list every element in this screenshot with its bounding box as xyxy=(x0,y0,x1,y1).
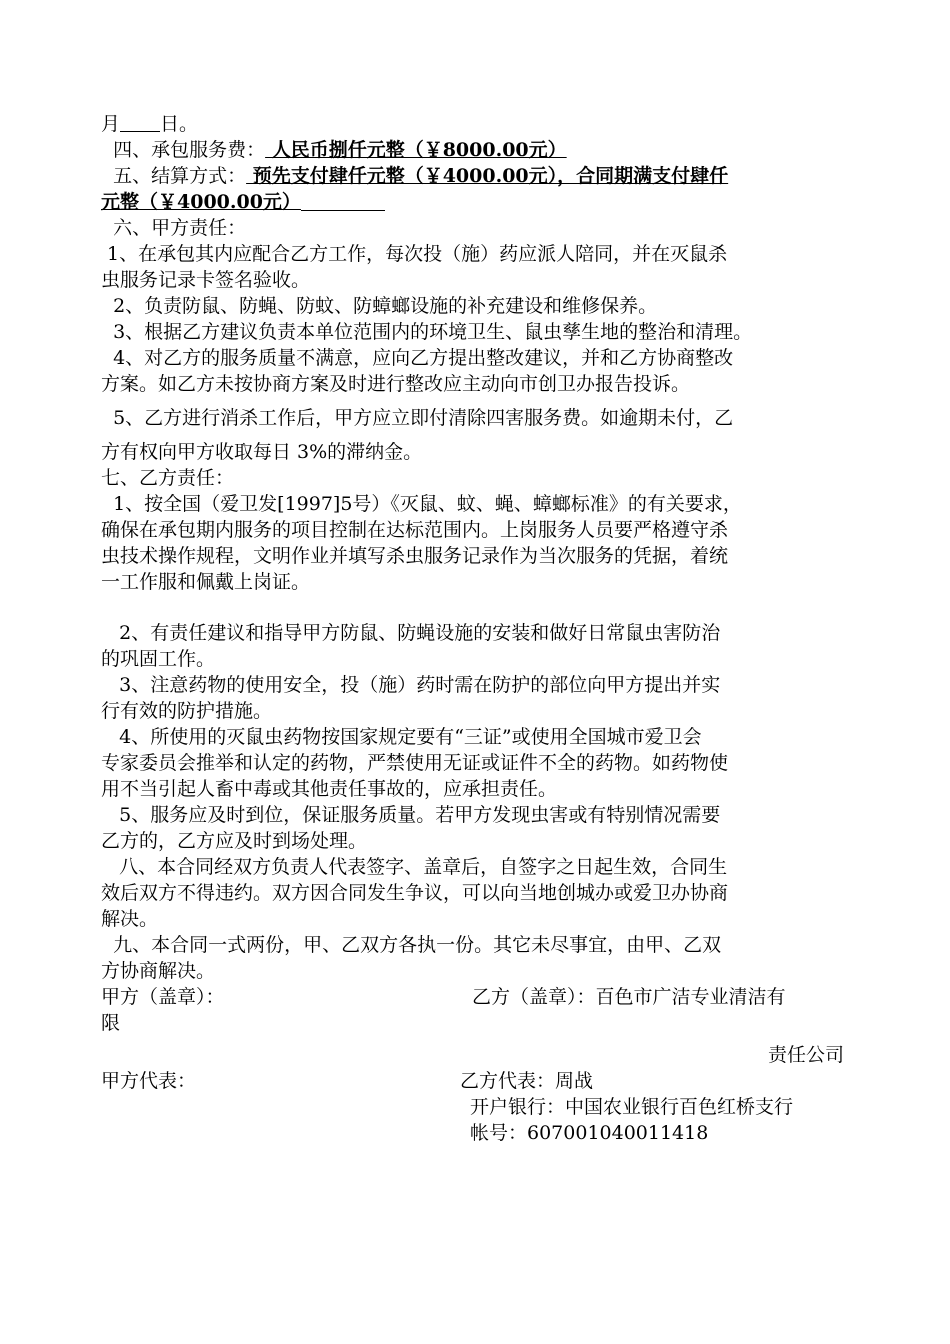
party-a-item-1-cont: 虫服务记录卡签名验收。 xyxy=(101,269,311,291)
settlement-line xyxy=(101,163,728,189)
party-b-duties-heading: 七、乙方责任： xyxy=(101,467,235,489)
party-a-item-1: 1、在承包其内应配合乙方工作，每次投（施）药应派人陪同，并在灭鼠杀 xyxy=(101,243,728,265)
settlement-value: 预先支付肆仟元整（￥4000.00元），合同期满支付肆仟 xyxy=(246,165,729,187)
underline-tail xyxy=(301,192,385,211)
party-a-seal-label: 甲方（盖章）： xyxy=(101,986,225,1008)
party-b-company-suffix: 责任公司 xyxy=(768,1044,845,1066)
settlement-label: 五、结算方式： xyxy=(101,165,247,187)
party-b-item-2: 2、有责任建议和指导甲方防鼠、防蝇设施的安装和做好日常鼠虫害防治 xyxy=(101,622,721,644)
party-b-item-2-cont: 的巩固工作。 xyxy=(101,648,216,670)
party-b-item-4: 4、所使用的灭鼠虫药物按国家规定要有“三证”或使用全国城市爱卫会 xyxy=(101,726,702,748)
account-number: 帐号：607001040011418 xyxy=(470,1122,709,1144)
party-a-item-5: 5、乙方进行消杀工作后，甲方应立即付清除四害服务费。如逾期未付，乙 xyxy=(101,407,734,429)
date-line xyxy=(101,111,198,137)
service-fee-line xyxy=(101,137,567,163)
clause-8-cont-b: 解决。 xyxy=(101,908,159,930)
party-b-item-5: 5、服务应及时到位，保证服务质量。若甲方发现虫害或有特别情况需要 xyxy=(101,804,721,826)
party-b-item-1: 1、按全国（爱卫发[1997]5号）《灭鼠、蚊、蝇、蟑螂标准》的有关要求， xyxy=(101,493,742,515)
party-a-item-3: 3、根据乙方建议负责本单位范围内的环境卫生、鼠虫孳生地的整治和清理。 xyxy=(101,321,753,343)
party-a-representative: 甲方代表： xyxy=(101,1070,197,1092)
clause-9-cont: 方协商解决。 xyxy=(101,960,216,982)
day-text: 日。 xyxy=(160,113,199,135)
party-a-item-4-cont: 方案。如乙方未按协商方案及时进行整改应主动向市创卫办报告投诉。 xyxy=(101,373,691,395)
party-b-item-4-cont-b: 用不当引起人畜中毒或其他责任事故的，应承担责任。 xyxy=(101,778,558,800)
bank-name: 开户银行：中国农业银行百色红桥支行 xyxy=(470,1096,794,1118)
party-b-seal-label: 乙方（盖章）：百色市广洁专业清洁有 xyxy=(472,986,786,1008)
party-b-representative: 乙方代表：周战 xyxy=(460,1070,594,1092)
clause-9: 九、本合同一式两份，甲、乙双方各执一份。其它未尽事宜，由甲、乙双 xyxy=(101,934,722,956)
service-fee-label: 四、承包服务费： xyxy=(101,139,266,161)
service-fee-value: 人民币捌仟元整（￥8000.00元） xyxy=(265,139,567,161)
month-text: 月 xyxy=(101,113,121,135)
party-b-item-1-cont-a: 确保在承包期内服务的项目控制在达标范围内。上岗服务人员要严格遵守杀 xyxy=(101,519,729,541)
clause-8: 八、本合同经双方负责人代表签字、盖章后，自签字之日起生效，合同生 xyxy=(101,856,728,878)
party-a-item-4: 4、对乙方的服务质量不满意，应向乙方提出整改建议，并和乙方协商整改 xyxy=(101,347,734,369)
party-b-seal-wrap: 限 xyxy=(101,1012,121,1034)
clause-8-cont-a: 效后双方不得违约。双方因合同发生争议，可以向当地创城办或爱卫办协商 xyxy=(101,882,729,904)
settlement-value-cont: 元整（￥4000.00元） xyxy=(101,191,301,213)
party-a-duties-heading: 六、甲方责任： xyxy=(101,217,247,239)
party-b-item-1-cont-b: 虫技术操作规程，文明作业并填写杀虫服务记录作为当次服务的凭据，着统 xyxy=(101,545,729,567)
settlement-line-2 xyxy=(101,189,385,215)
day-blank xyxy=(120,115,160,132)
party-b-item-1-cont-c: 一工作服和佩戴上岗证。 xyxy=(101,571,311,593)
party-b-item-3-cont: 行有效的防护措施。 xyxy=(101,700,273,722)
party-a-item-2: 2、负责防鼠、防蝇、防蚊、防蟑螂设施的补充建设和维修保养。 xyxy=(101,295,658,317)
party-b-item-3: 3、注意药物的使用安全，投（施）药时需在防护的部位向甲方提出并实 xyxy=(101,674,721,696)
party-b-item-5-cont: 乙方的，乙方应及时到场处理。 xyxy=(101,830,368,852)
party-b-item-4-cont-a: 专家委员会推举和认定的药物，严禁使用无证或证件不全的药物。如药物使 xyxy=(101,752,729,774)
party-a-item-5-cont: 方有权向甲方收取每日 3%的滞纳金。 xyxy=(101,441,423,463)
